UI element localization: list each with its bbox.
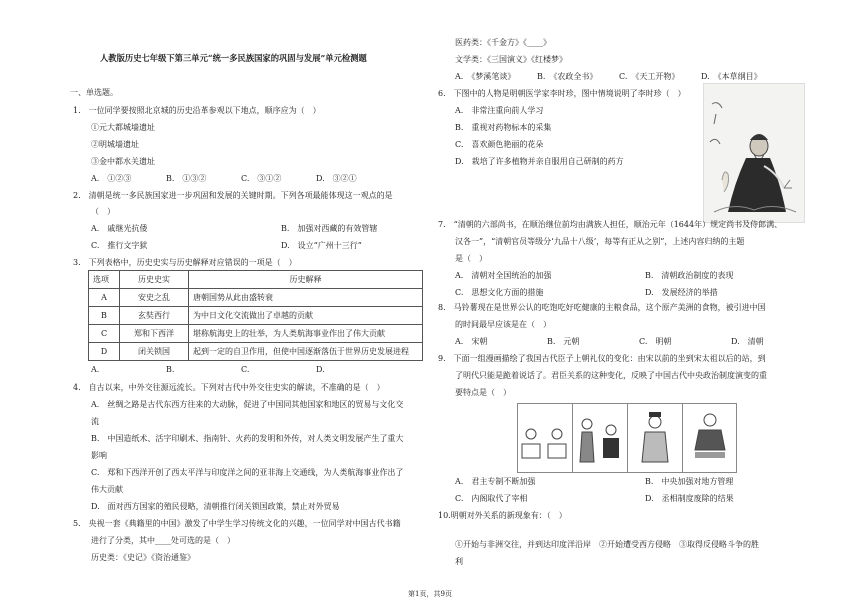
q10-items: ①开始与非洲交往，并到达印度洋沿岸 ②开始遭受西方侵略 ③取得反侵略斗争的胜 (455, 540, 759, 549)
option-d[interactable]: D. 发展经济的举措 (645, 288, 718, 297)
q7-options-row2 (455, 288, 835, 298)
table-cell: 郑和下西洋 (120, 325, 189, 343)
q1-item: ①元大都城墙遗址 (91, 123, 155, 132)
q8-stem-cont: 的时间最早应该是在（ ） (455, 320, 551, 329)
option-a[interactable]: A. 戚继光抗倭 (91, 224, 148, 233)
option-a[interactable]: A. 《梦溪笔谈》 (455, 72, 516, 81)
table-header-row (89, 271, 423, 289)
table-cell: 唐朝国势从此由盛转衰 (189, 289, 423, 307)
q10-items-cont: 利 (455, 557, 463, 566)
option-b[interactable]: B. 清朝政治制度的表现 (645, 271, 734, 280)
page-title: 人教版历史七年级下第三单元“统一多民族国家的巩固与发展”单元检测题 (100, 53, 367, 63)
q5-stem-cont: 进行了分类，其中____处可选的是（ ） (91, 536, 235, 545)
comic-panel-emperor (628, 404, 683, 472)
table-row (89, 343, 423, 361)
table-row (89, 289, 423, 307)
table-header: 历史史实 (120, 271, 189, 289)
page-footer: 第1页，共9页 (408, 590, 452, 598)
q9-options-row2 (455, 494, 835, 504)
option-b[interactable]: B. 中央加强对地方管理 (645, 477, 734, 486)
q7-stem-cont: 是（ ） (455, 254, 487, 263)
q5-history: 历史类：《史记》《资治通鉴》 (91, 553, 195, 562)
option-b[interactable]: B. 重视对药物标本的采集 (455, 123, 552, 132)
option-c[interactable]: C. 思想文化方面的措施 (455, 288, 544, 297)
q7-stem-cont: 汉各一”，“清朝官员等级分‘九品十八级’，每等有正从之别”，上述内容归纳的主题 (455, 237, 745, 246)
court-etiquette-comic-image (517, 403, 737, 473)
option-c[interactable]: C. 《天工开物》 (619, 72, 680, 81)
option-c[interactable]: C. 推行文字狱 (91, 241, 148, 250)
option-a[interactable]: A. 丝绸之路是古代东西方往来的大动脉，促进了中国同其他国家和地区的贸易与文化交 (91, 400, 404, 409)
q9-stem-cont: 了明代只能是跪着说话了。君臣关系的这种变化，反映了中国古代中央政治制度演变的重 (455, 371, 767, 380)
q10-stem: 10.明朝对外关系的新现象有：（ ） (438, 511, 567, 520)
option-b[interactable]: B. 中国造纸术、活字印刷术、指南针、火药的发明和外传，对人类文明发展产生了重大 (91, 434, 404, 443)
table-cell: D (89, 343, 120, 361)
table-cell: 堪称航海史上的壮举，为人类航海事业作出了伟大贡献 (189, 325, 423, 343)
q1-item: ②明城墙遗址 (91, 140, 139, 149)
option-c[interactable]: C. ③①② (241, 174, 282, 183)
option-a[interactable]: A. ①②③ (91, 174, 132, 183)
q8-stem: 8. 马铃薯现在是世界公认的吃饱吃好吃健康的主粮食品，这个原产美洲的食物，被引进中国 (438, 303, 766, 312)
option-a-cont: 流 (91, 417, 99, 426)
comic-panel-kneeling (683, 404, 737, 472)
q1-stem: 1. 一位同学要按照北京城的历史沿革参观以下地点，顺序应为（ ） (73, 106, 321, 115)
q2-stem-cont: （ ） (91, 207, 115, 216)
q5-medical: 医药类：《千金方》《____》 (455, 38, 551, 47)
option-c[interactable]: C. 郑和下西洋开创了西太平洋与印度洋之间的亚非海上交通线，为人类航海事业作出了 (91, 468, 404, 477)
q7-stem: 7. “清朝的六部尚书，在顺治继位前均由满族人担任，顺治元年（1644年）规定尚书及侍郎满、 (438, 220, 783, 229)
q6-stem: 6. 下图中的人物是明朝医学家李时珍，图中情境说明了李时珍（ ） (438, 89, 686, 98)
q1-options (91, 174, 391, 184)
option-b[interactable]: B. 元朝 (547, 337, 580, 346)
table-header: 历史解释 (189, 271, 423, 289)
q9-options-row1 (455, 477, 835, 487)
li-shizhen-portrait-image (703, 83, 805, 223)
table-header: 选项 (89, 271, 120, 289)
option-b-cont: 影响 (91, 451, 107, 460)
option-a[interactable]: A. 君主专制不断加强 (455, 477, 536, 486)
table-cell: 闭关锁国 (120, 343, 189, 361)
option-a[interactable]: A. 非常注重向前人学习 (455, 106, 544, 115)
option-c-cont: 伟大贡献 (91, 485, 123, 494)
q4-stem: 4. 自古以来，中外交往源远流长。下列对古代中外交往史实的解读，不准确的是（ ） (73, 383, 385, 392)
option-c[interactable]: C. 明朝 (639, 337, 672, 346)
q1-item: ③金中都水关遗址 (91, 157, 155, 166)
option-d[interactable]: D. 《本草纲目》 (701, 72, 762, 81)
table-cell: 为中日文化交流做出了卓越的贡献 (189, 307, 423, 325)
option-d[interactable]: D. 栽培了许多植物并亲自服用自己研制的药方 (455, 157, 624, 166)
option-c[interactable]: C. (241, 365, 250, 374)
table-row (89, 307, 423, 325)
table-cell: A (89, 289, 120, 307)
section-heading: 一、单选题。 (70, 88, 118, 97)
table-cell: 玄奘西行 (120, 307, 189, 325)
q3-table (88, 270, 423, 361)
q3-stem: 3. 下列表格中，历史史实与历史解释对应错误的一项是（ ） (73, 258, 297, 267)
q2-options-row1 (91, 224, 471, 234)
table-cell: 安史之乱 (120, 289, 189, 307)
option-a[interactable]: A. (91, 365, 100, 374)
option-d[interactable]: D. 丞相制度废除的结果 (645, 494, 734, 503)
q3-options (91, 365, 391, 375)
q2-stem: 2. 清朝是统一多民族国家进一步巩固和发展的关键时期。下列各项最能体现这一观点的是 (73, 191, 393, 200)
q5-literature: 文学类：《三国演义》《红楼梦》 (455, 55, 567, 64)
table-row (89, 325, 423, 343)
q5-stem: 5. 央视一套《典籍里的中国》激发了中学生学习传统文化的兴趣，一位同学对中国古代书籍 (73, 519, 401, 528)
comic-panel-seated (518, 404, 573, 472)
q9-stem-cont: 要特点是（ ） (455, 388, 511, 397)
q7-options-row1 (455, 271, 835, 281)
q9-stem: 9. 下面一组漫画描绘了我国古代臣子上朝礼仪的变化：由宋以前的坐到宋太祖以后的站，到 (438, 354, 766, 363)
option-d[interactable]: D. 面对西方国家的殖民侵略，清朝推行闭关锁国政策，禁止对外贸易 (91, 502, 340, 511)
option-d[interactable]: D. ③②① (316, 174, 357, 183)
option-d[interactable]: D. 设立“广州十三行” (281, 241, 362, 250)
table-cell: B (89, 307, 120, 325)
option-a[interactable]: A. 清朝对全国统治的加强 (455, 271, 552, 280)
option-c[interactable]: C. 内阁取代了宰相 (455, 494, 528, 503)
table-cell: C (89, 325, 120, 343)
option-d[interactable]: D. 清朝 (731, 337, 764, 346)
option-b[interactable]: B. 加强对西藏的有效管辖 (281, 224, 378, 233)
option-d[interactable]: D. (316, 365, 325, 374)
q5-options (455, 72, 783, 82)
comic-panel-standing (573, 404, 628, 472)
option-b[interactable]: B. 《农政全书》 (537, 72, 598, 81)
option-b[interactable]: B. ①③② (166, 174, 207, 183)
option-a[interactable]: A. 宋朝 (455, 337, 488, 346)
q8-options (455, 337, 823, 347)
option-c[interactable]: C. 喜欢颜色艳丽的花朵 (455, 140, 544, 149)
q2-options-row2 (91, 241, 471, 251)
option-b[interactable]: B. (166, 365, 175, 374)
table-cell: 起到一定的自卫作用，但使中国逐渐落伍于世界历史发展进程 (189, 343, 423, 361)
